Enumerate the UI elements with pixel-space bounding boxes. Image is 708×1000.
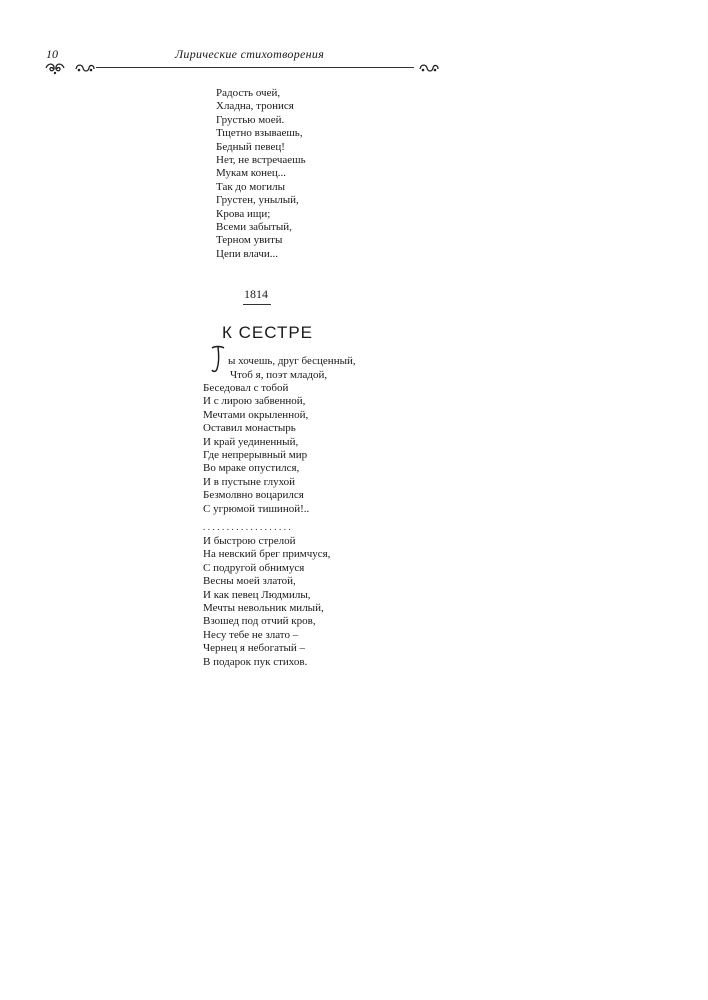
verse-line: И как певец Людмилы, (203, 588, 311, 601)
verse-line: Грустен, унылый, (216, 194, 299, 207)
poem-title: К СЕСТРЕ (222, 323, 314, 342)
ornament-left-b-icon (74, 61, 96, 75)
verse-line: Несу тебе не злато – (203, 628, 299, 641)
verse-line: И быстрою стрелой (203, 535, 296, 547)
omission-dots: ................... (203, 522, 294, 532)
verse-line: Крова ищи; (216, 207, 271, 220)
verse-line: Где непрерывный мир (203, 448, 308, 461)
poem-verse-part1 (203, 382, 309, 516)
verse-line: В подарок пук стихов. (203, 655, 308, 668)
poem-date: 1814 (244, 287, 268, 301)
verse-line: С подругой обнимуся (203, 561, 305, 574)
ornament-right-icon (418, 61, 440, 75)
ornament-left-a-icon (44, 61, 66, 75)
verse-line: Чернец я небогатый – (203, 642, 306, 655)
verse-line: Хладна, тронися (216, 100, 294, 113)
verse-line: Мечтами окрыленной, (203, 408, 309, 421)
verse-line: Так до могилы (216, 180, 286, 193)
verse-line: На невский брег примчуся, (203, 548, 331, 561)
previous-poem-verse (216, 87, 306, 261)
verse-line: Всеми забытый, (216, 220, 292, 233)
verse-line: Тщетно взываешь, (216, 127, 303, 140)
date-underline (243, 304, 271, 305)
verse-line: Радость очей, (216, 87, 281, 99)
verse-line: И с лирою забвенной, (203, 395, 306, 408)
running-title: Лирические стихотворения (175, 47, 325, 61)
verse-line: И в пустыне глухой (203, 475, 296, 488)
verse-line: Цепи влачи... (216, 247, 278, 260)
verse-line: Бедный певец! (216, 140, 285, 153)
poem-second-line: Чтоб я, поэт младой, (230, 369, 328, 381)
verse-line: Безмолвно воцарился (203, 489, 304, 502)
verse-line: Беседовал с тобой (203, 382, 289, 394)
verse-line: Грустью моей. (216, 113, 285, 126)
verse-line: Нет, не встречаешь (216, 153, 306, 166)
poem-verse-part2 (203, 535, 330, 669)
verse-line: Взошед под отчий кров, (203, 615, 316, 628)
page-number: 10 (46, 47, 58, 61)
verse-line: Мукам конец... (216, 167, 286, 180)
poem-first-line: ы хочешь, друг бесценный, (228, 355, 356, 367)
drop-cap-letter-icon (211, 345, 225, 373)
header-rule (96, 67, 414, 68)
verse-line: С угрюмой тишиной!.. (203, 502, 310, 515)
verse-line: Весны моей златой, (203, 575, 296, 588)
verse-line: Мечты невольник милый, (203, 601, 324, 614)
verse-line: Во мраке опустился, (203, 462, 300, 475)
verse-line: И край уединенный, (203, 435, 299, 448)
verse-line: Терном увиты (216, 234, 283, 247)
verse-line: Оставил монастырь (203, 422, 296, 435)
